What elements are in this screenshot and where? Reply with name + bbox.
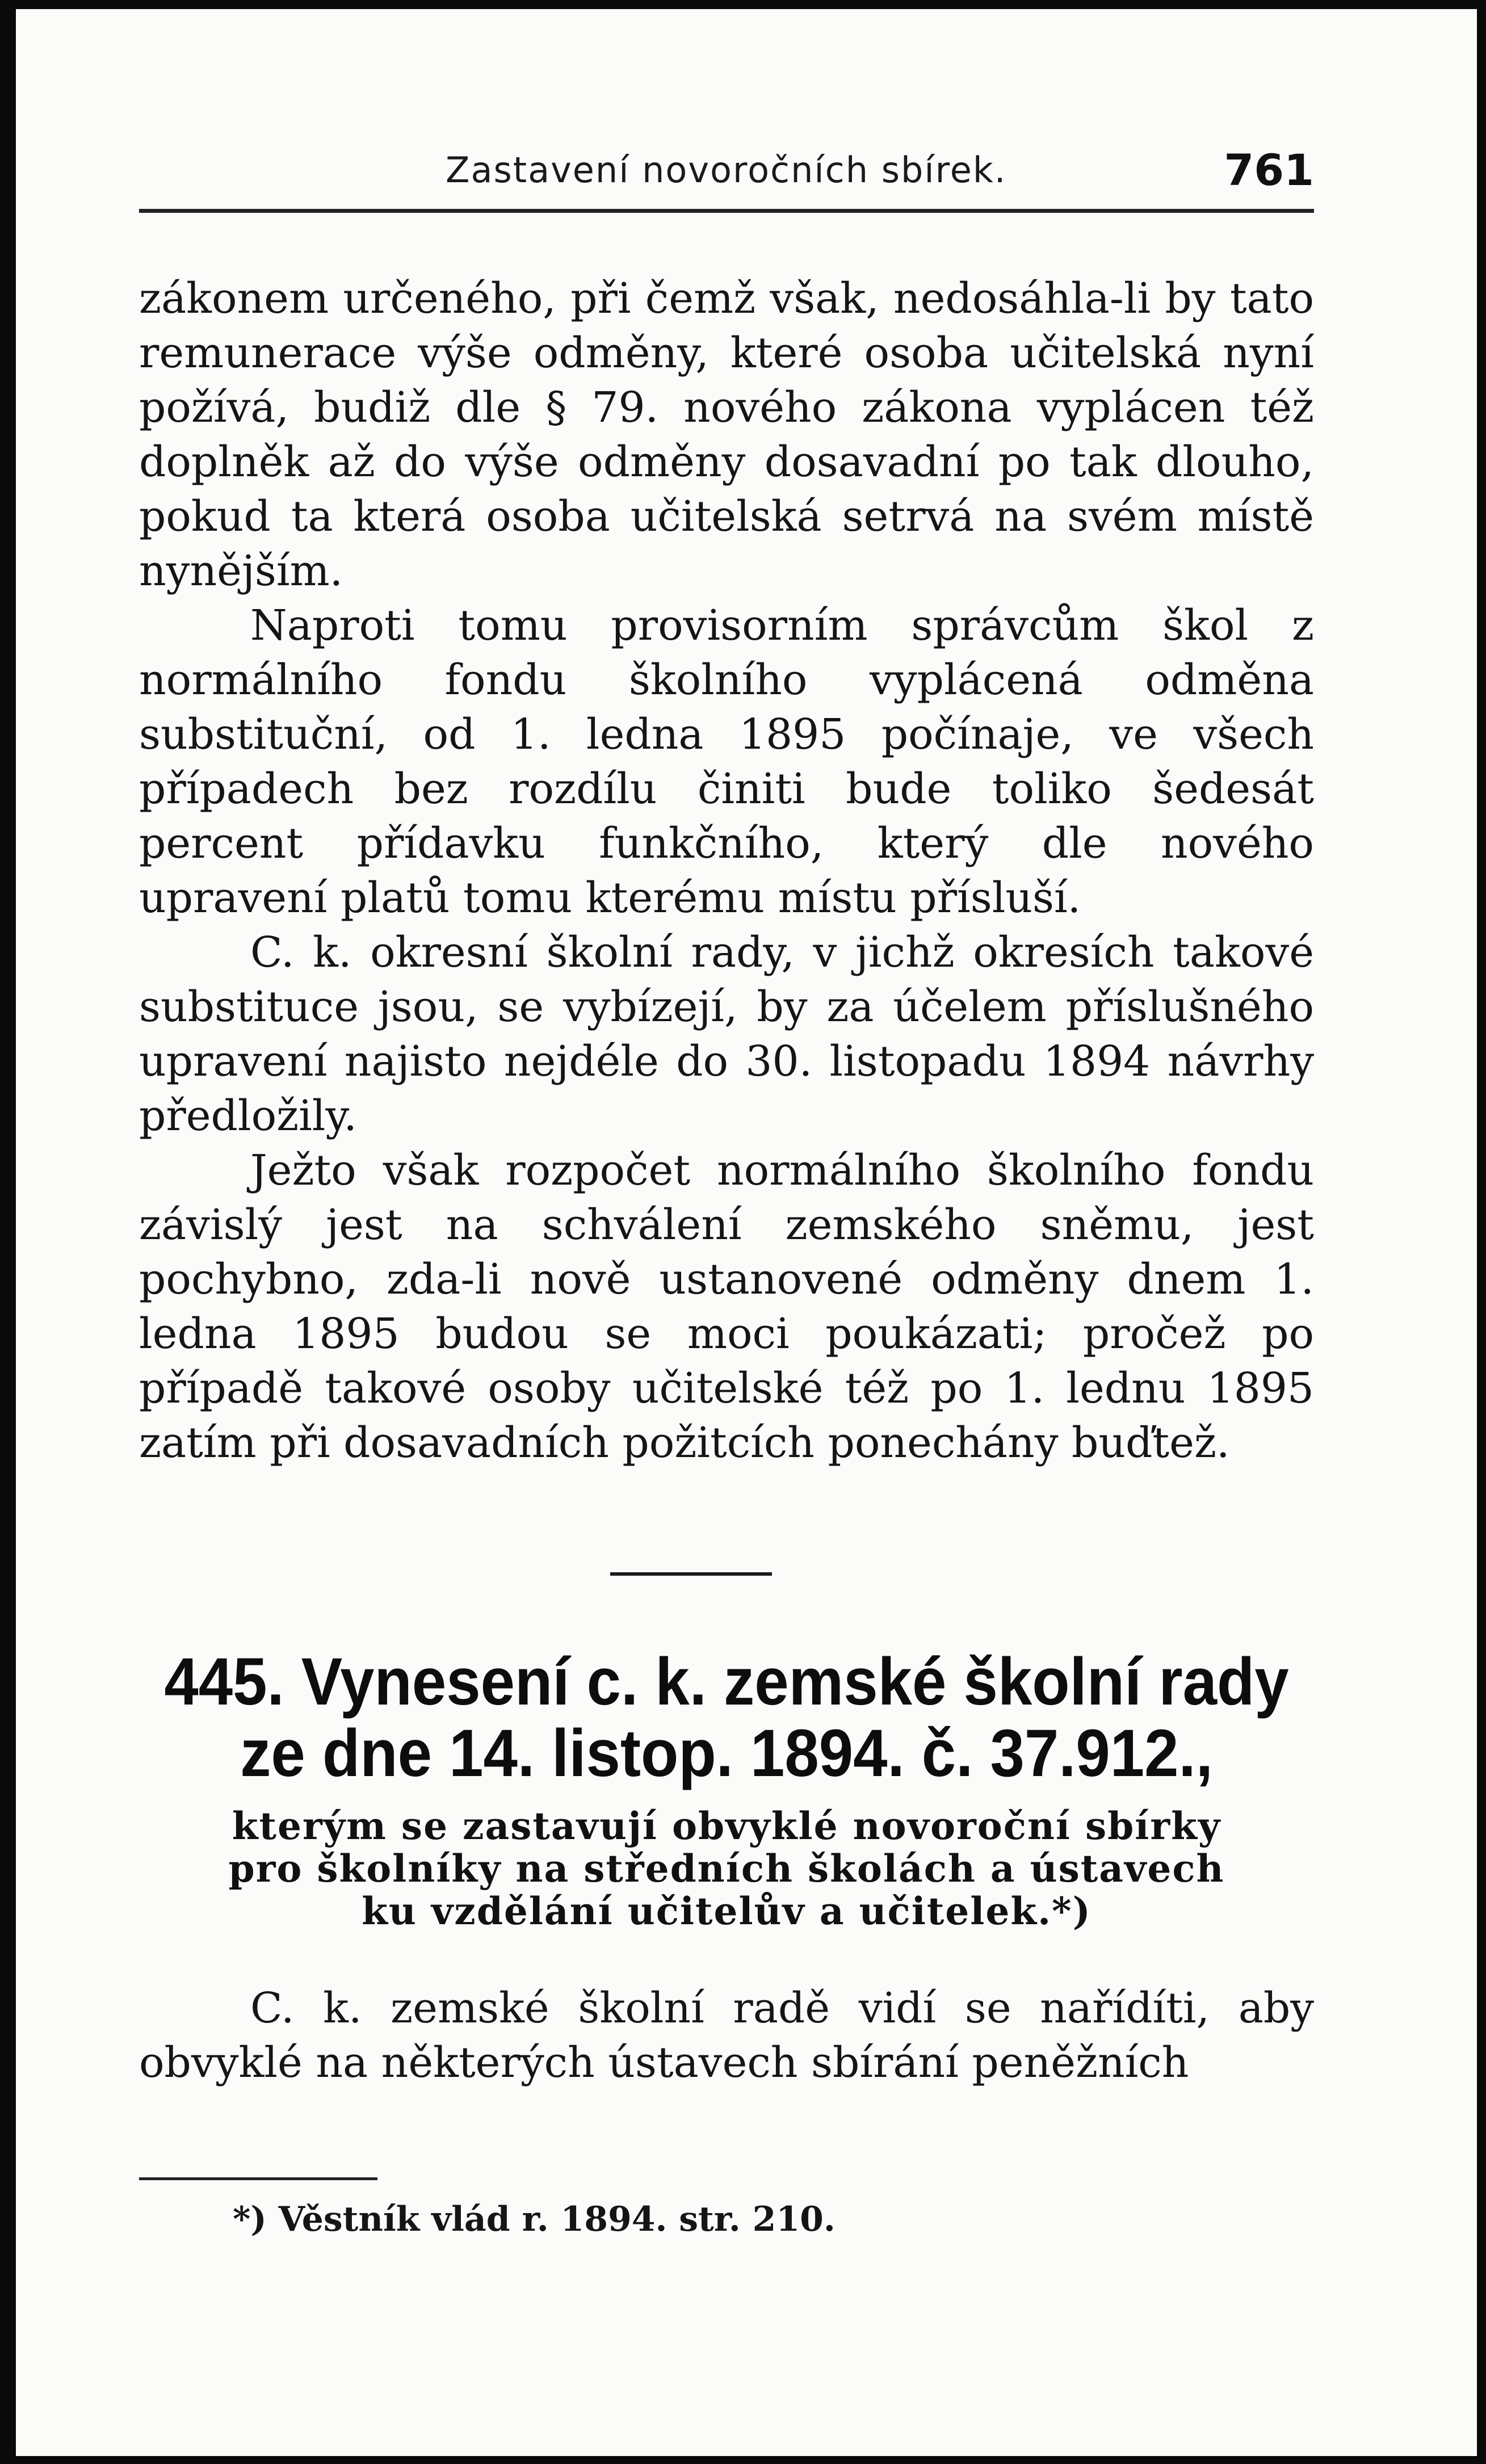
paragraph: C. k. okresní školní rady, v jichž okresích takové substituce jsou, se vybízejí, by za účelem příslušného upravení najisto nejdéle do 30. listopadu 1894 návrhy předložily.	[139, 928, 1314, 1140]
subtitle-line-2: pro školníky na středních školách a ústavech	[228, 1846, 1225, 1891]
paragraph: Ježto však rozpočet normálního školního fondu závislý jest na schválení zemského sněmu, jest pochybno, zda-li nově ustanovené odměny dnem 1. ledna 1895 budou se moci poukázati; pročež po případě takové osoby učitelské též po 1. lednu 1895 zatím při dosavadních požitcích ponechány buďtež.	[139, 1146, 1314, 1467]
footnote: *) Věstník vlád r. 1894. str. 210.	[233, 2199, 836, 2239]
heading-line-1: 445. Vynesení c. k. zemské školní rady	[164, 1644, 1289, 1719]
paragraph-continued: zákonem určeného, při čemž však, nedosáhla-li by tato remunerace výše odměny, které osoba učitelská nyní požívá, budiž dle § 79. nového zákona vyplácen též doplněk až do výše odměny dosavadní po tak dlouho, pokud ta která osoba učitelská setrvá na svém místě nynějším.	[139, 274, 1314, 595]
section-divider	[610, 1572, 772, 1576]
running-head	[139, 145, 1314, 202]
scan-edge-left	[0, 0, 16, 2464]
section-2-body	[139, 1981, 1314, 2090]
heading-line-2: ze dne 14. listop. 1894. č. 37.912.,	[240, 1716, 1213, 1791]
footnote-rule	[139, 2177, 377, 2180]
paragraph: C. k. zemské školní radě vidí se nařídíti, aby obvyklé na některých ústavech sbírání peněžních	[139, 1984, 1314, 2087]
subtitle-line-1: kterým se zastavují obvyklé novoroční sbírky	[232, 1804, 1221, 1848]
scan-edge-top	[0, 0, 1486, 9]
running-title: Zastavení novoročních sbírek.	[446, 149, 1007, 191]
decree-subtitle	[128, 1805, 1325, 1933]
paragraph: Naproti tomu provisorním správcům škol z normálního fondu školního vyplácená odměna substituční, od 1. ledna 1895 počínaje, ve všech případech bez rozdílu činiti bude toliko šedesát percent přídavku funkčního, který dle nového upravení platů tomu kterému místu přísluší.	[139, 601, 1314, 922]
header-rule	[139, 209, 1314, 213]
page-number: 761	[1224, 145, 1314, 195]
subtitle-line-3: ku vzdělání učitelův a učitelek.*)	[362, 1889, 1092, 1933]
scan-edge-bottom	[0, 2456, 1486, 2464]
decree-heading	[162, 1646, 1290, 1789]
scan-edge-right	[1477, 0, 1486, 2464]
section-1-body	[139, 271, 1314, 1470]
